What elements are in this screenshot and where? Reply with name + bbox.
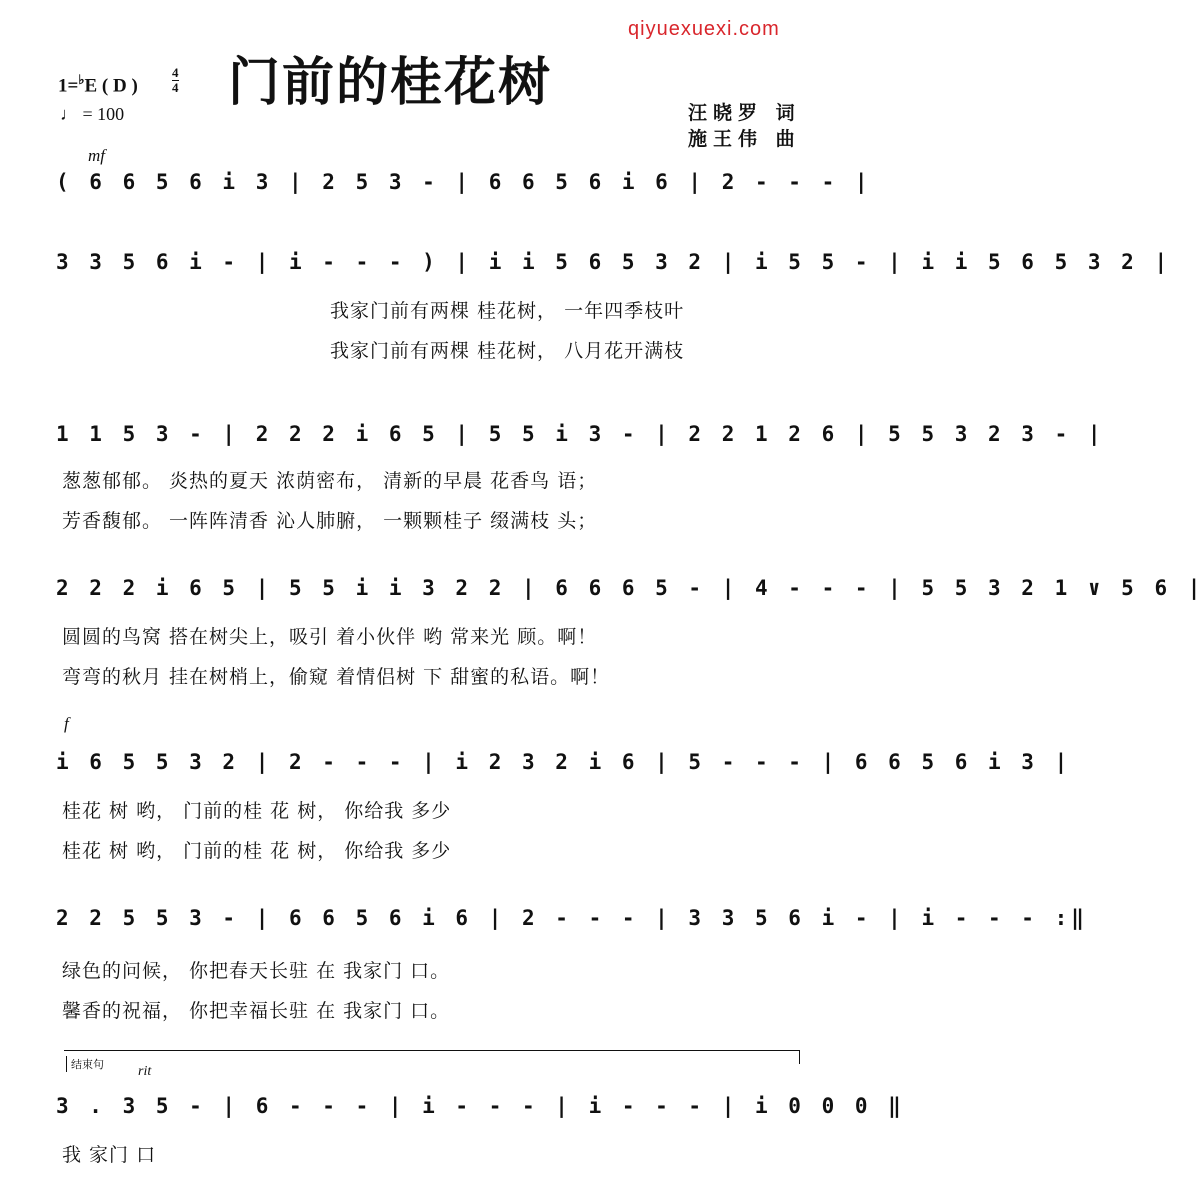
notation-line-2: 3 3 5 6 i - | i - - - ) | i i 5 6 5 3 2 | i 5 5 - | i i 5 6 5 3 2 | <box>56 250 1172 274</box>
lyric-line-4b: 弯弯的秋月 挂在树梢上，偷窥 着情侣树 下 甜蜜的私语。啊！ <box>62 666 611 688</box>
notation-line-6: 2 2 5 5 3 - | 6 6 5 6 i 6 | 2 - - - | 3 3 5 6 i - | i - - - :‖ <box>56 906 1088 930</box>
watermark: qiyuexuexi.com <box>628 18 780 40</box>
notation-line-4: 2 2 2 i 6 5 | 5 5 i i 3 2 2 | 6 6 6 5 - | 4 - - - | 5 5 3 2 1 ∨ 5 6 | <box>56 576 1204 600</box>
notation-line-5: i 6 5 5 3 2 | 2 - - - | i 2 3 2 i 6 | 5 - - - | 6 6 5 6 i 3 | <box>56 750 1072 774</box>
notation-line-3: 1 1 5 3 - | 2 2 2 i 6 5 | 5 5 i 3 - | 2 2 1 2 6 | 5 5 3 2 3 - | <box>56 422 1105 446</box>
tempo-value: = 100 <box>82 104 125 124</box>
tempo-marking <box>60 104 124 125</box>
lyric-line-7: 我 家门 口 <box>62 1144 157 1166</box>
notation-line-1: ( 6 6 5 6 i 3 | 2 5 3 - | 6 6 5 6 i 6 | 2 - - - | <box>56 170 872 194</box>
ritardando-mark: rit <box>138 1064 152 1079</box>
lyric-line-3b: 芳香馥郁。 一阵阵清香 沁人肺腑， 一颗颗桂子 缀满枝 头； <box>62 510 598 532</box>
key-prefix: 1= <box>58 75 79 97</box>
composer-credit: 施王伟 曲 <box>688 128 801 150</box>
lyric-line-6b: 馨香的祝福， 你把幸福长驻 在 我家门 口。 <box>62 1000 451 1022</box>
ending-bracket-tail <box>799 1050 800 1064</box>
lyric-line-2a: 我家门前有两棵 桂花树， 一年四季枝叶 <box>330 300 685 322</box>
song-title: 门前的桂花树 <box>228 53 553 113</box>
lyric-line-5b: 桂花 树 哟， 门前的桂 花 树， 你给我 多少 <box>62 840 452 862</box>
lyric-line-5a: 桂花 树 哟， 门前的桂 花 树， 你给我 多少 <box>62 800 452 822</box>
flat-symbol: ♭ <box>78 72 85 87</box>
lyric-line-3a: 葱葱郁郁。 炎热的夏天 浓荫密布， 清新的早晨 花香鸟 语； <box>62 470 598 492</box>
meter-top: 4 <box>172 65 179 80</box>
ending-bracket-line <box>64 1050 800 1051</box>
lyric-line-4a: 圆圆的鸟窝 搭在树尖上，吸引 着小伙伴 哟 常来光 顾。啊！ <box>62 626 598 648</box>
key-name: E ( D ) <box>84 75 138 97</box>
lyricist-credit: 汪晓罗 词 <box>688 102 801 124</box>
meter-bottom: 4 <box>172 80 179 95</box>
ending-section-tag: 结束句 <box>66 1056 104 1072</box>
lyric-line-2b: 我家门前有两棵 桂花树， 八月花开满枝 <box>330 340 685 362</box>
key-signature <box>58 72 138 97</box>
dynamic-f: f <box>64 714 69 733</box>
time-signature <box>172 66 179 95</box>
lyric-line-6a: 绿色的问候， 你把春天长驻 在 我家门 口。 <box>62 960 451 982</box>
notation-line-7: 3 . 3 5 - | 6 - - - | i - - - | i - - - | i 0 0 0 ‖ <box>56 1094 905 1118</box>
quarter-note-icon: ♩ <box>60 104 78 124</box>
dynamic-mf: mf <box>88 146 105 165</box>
